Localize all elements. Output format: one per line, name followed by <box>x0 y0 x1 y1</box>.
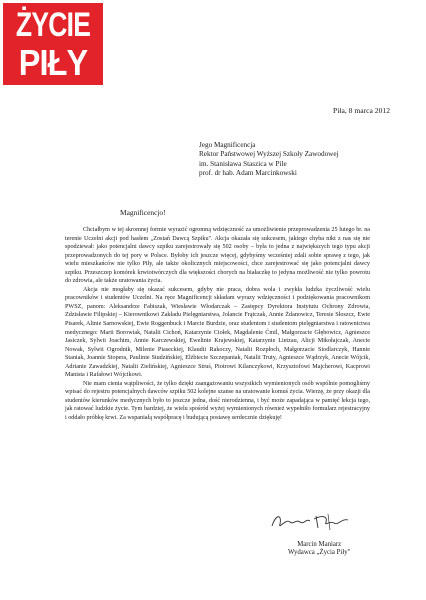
salutation: Magnificencjo! <box>120 208 166 217</box>
logo-line-1: ŻYCIE <box>15 6 91 44</box>
body-paragraph: Nie mam cienia wątpliwości, że tylko dzięki zaangażowaniu wszystkich wymienionych osób wspólnie pomogliśmy wpisać do rejestru potencjalnych dawców szpiku 502 kolejne szanse na uratowanie komuś życia. Wierzę, że przy okazji dla studentów kierunków medycznych było to jeszcze jedna, dość nierodzienna, i być może zapadająca w pamięć lekcja tego, jak ratować ludzkie życie. Tym bardziej, że wielu spośród wyżej wymienionych również wypełniło formularz rejestracyjny i oddało próbkę krwi. Za wspaniałą współpracę i budującą postawę serdecznie dziękuję! <box>65 380 370 422</box>
handwritten-signature <box>268 510 356 534</box>
newspaper-logo <box>3 3 103 85</box>
recipient-address <box>199 141 339 179</box>
logo-line-2: PIŁY <box>18 42 88 83</box>
letter-date: Piła, 8 marca 2012 <box>333 106 390 115</box>
signatory-title: Wydawca „Życia Piły" <box>288 549 351 557</box>
recipient-line: im. Stanisława Staszica w Pile <box>199 159 287 168</box>
recipient-line: Rektor Państwowej Wyższej Szkoły Zawodowej <box>199 150 339 159</box>
letter-body <box>65 226 370 423</box>
recipient-line: prof. dr hab. Adam Marcinkowski <box>199 169 297 178</box>
body-paragraph: Chciałbym w tej skromnej formie wyrazić ogromną wdzięczność za umożliwienie przeprowadzenia 25 lutego br. na terenie Uczelni akcji pod hasłem „Zostań Dawcą Szpiku". Akcja okazała się sukcesem, jakiego chyba nikt z nas się nie spodziewał: jako potencjalni dawcy szpiku zarejestrowały się 502 osoby – była to jedna z największych tego typu akcji przeprowadzonych do tej pory w Polsce. Byłoby ich jeszcze więcej, gdybyśmy wcześniej zdali sobie sprawę z tego, jak wielu mieszkańców nie tylko Piły, ale także okolicznych miejscowości, chce zarejestrować się jako potencjalni dawcy szpiku. Przeszczep komórek krwiotwórczych dla większości chorych na białaczkę to jedyna możliwość nie tylko powrotu do zdrowia, ale także uratowania życia. <box>65 227 370 285</box>
recipient-line: Jego Magnificencja <box>199 141 256 149</box>
body-paragraph: Akcja nie mogłaby się okazać sukcesem, gdyby nie praca, dobra wola i zwykła ludzka życzliwość wielu pracowników i studentów Uczelni. Na ręce Magnificencji składam wyrazy wdzięczności i podziękowania pracownikom PWSZ, panom: Aleksandrze Fabiszak, Wiesławie Włodarczak – Zastępcy Dyrektora Instytutu Ochrony Zdrowia, Zdzisławie Filipskiej – Kierownikowi Zakładu Pielęgniarstwa, Jolancie Frątczak, Annie Żdanowicz, Teresie Słoszcz, Ewie Pisarek, Alinie Sarnowskiej, Ewie Roggenbuck i Marcie Burdzie, oraz studentom i studentom pielęgniarstwa i ratownictwa medycznego: Marii Borowiak, Natalii Cichoń, Katarzynie Ciołek, Magdalenie Ćmil, Małgorzacie Głębowicz, Agnieszce Jasiczek, Sylwii Joachim, Annie Karczewskiej, Ewelinie Krajewskiej, Katarzynie Lietzau, Alicji Mikołajczak, Anecie Nowak, Sylwii Ogrodnik, Milenie Piaseckiej, Klaudii Rakoczy, Natalii Rozpłoch, Małgorzacie Siodlarczyk, Hannie Staniak, Joannie Stopera, Paulinie Studzińskiej, Elżbiecie Szczepaniak, Natalii Truty, Agnieszce Wądrzyk, Anecie Wójcik, Adrianie Zawadzkiej, Natalii Zielińskiej, Agnieszce Struś, Piotrowi Kilanczykowi, Krzysztofowi Majcherowi, Kacprowi Manista i Rafałowi Wójcikowi. <box>65 286 370 379</box>
signatory-name: Marcin Maniarz <box>297 541 342 548</box>
signature-block <box>288 541 350 558</box>
